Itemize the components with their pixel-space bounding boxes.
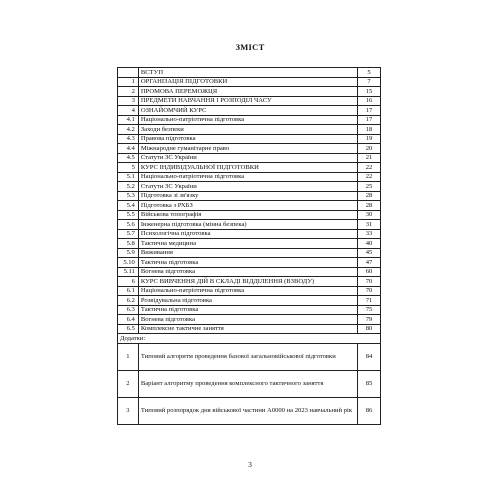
toc-num: 5.10 bbox=[118, 258, 139, 268]
toc-num: 3 bbox=[118, 96, 139, 106]
toc-page: 21 bbox=[358, 153, 381, 163]
toc-num: 5.8 bbox=[118, 239, 139, 249]
toc-page: 19 bbox=[358, 134, 381, 144]
toc-num: 6 bbox=[118, 277, 139, 287]
toc-page: 7 bbox=[358, 77, 381, 87]
page-title: ЗМІСТ bbox=[235, 42, 265, 52]
toc-title: КУРС ІНДИВІДУАЛЬНОЇ ПІДГОТОВКИ bbox=[138, 163, 357, 173]
toc-title: Міжнародне гуманітарне право bbox=[138, 144, 357, 154]
toc-row bbox=[118, 125, 381, 135]
appendix-num: 2 bbox=[118, 370, 139, 397]
appendix-label-row bbox=[118, 334, 381, 344]
toc-row bbox=[118, 324, 381, 334]
toc-body bbox=[118, 68, 381, 425]
toc-page: 22 bbox=[358, 172, 381, 182]
toc-title: ПРОМОВА ПЕРЕМОЖЦЯ bbox=[138, 87, 357, 97]
toc-row bbox=[118, 229, 381, 239]
toc-title: Національно-патріотична підготовка bbox=[138, 286, 357, 296]
toc-title: Тактична медицина bbox=[138, 239, 357, 249]
toc-title: Правова підготовка bbox=[138, 134, 357, 144]
toc-row bbox=[118, 163, 381, 173]
appendix-page: 86 bbox=[358, 397, 381, 424]
toc-row bbox=[118, 134, 381, 144]
toc-title: ОРГАНІЗАЦІЯ ПІДГОТОВКИ bbox=[138, 77, 357, 87]
toc-page: 79 bbox=[358, 315, 381, 325]
toc-title: Національно-патріотична підготовка bbox=[138, 115, 357, 125]
toc-title: Тактична підготовка bbox=[138, 305, 357, 315]
toc-num: 5.1 bbox=[118, 172, 139, 182]
toc-num: 6.1 bbox=[118, 286, 139, 296]
toc-page: 22 bbox=[358, 163, 381, 173]
toc-row bbox=[118, 68, 381, 78]
appendix-label: Додатки: bbox=[118, 334, 381, 344]
toc-num: 6.5 bbox=[118, 324, 139, 334]
toc-row bbox=[118, 182, 381, 192]
toc-row bbox=[118, 296, 381, 306]
toc-row bbox=[118, 96, 381, 106]
toc-num: 6.4 bbox=[118, 315, 139, 325]
toc-num: 1 bbox=[118, 77, 139, 87]
toc-num: 5.3 bbox=[118, 191, 139, 201]
toc-page: 71 bbox=[358, 296, 381, 306]
page-number: 3 bbox=[248, 460, 252, 469]
appendix-page: 84 bbox=[358, 343, 381, 370]
toc-num: 4.4 bbox=[118, 144, 139, 154]
appendix-num: 1 bbox=[118, 343, 139, 370]
toc-title: ВСТУП bbox=[138, 68, 357, 78]
toc-row bbox=[118, 210, 381, 220]
toc-num: 5 bbox=[118, 163, 139, 173]
appendix-row bbox=[118, 370, 381, 397]
toc-title: Заходи безпеки bbox=[138, 125, 357, 135]
toc-page: 17 bbox=[358, 106, 381, 116]
toc-row bbox=[118, 258, 381, 268]
toc-page: 70 bbox=[358, 277, 381, 287]
toc-num: 5.7 bbox=[118, 229, 139, 239]
toc-row bbox=[118, 106, 381, 116]
toc-num: 5.2 bbox=[118, 182, 139, 192]
toc-title: ОЗНАЙОМЧИЙ КУРС bbox=[138, 106, 357, 116]
toc-title: Комплексне тактичне заняття bbox=[138, 324, 357, 334]
toc-row bbox=[118, 201, 381, 211]
toc-page: 28 bbox=[358, 201, 381, 211]
appendix-row bbox=[118, 397, 381, 424]
toc-row bbox=[118, 248, 381, 258]
toc-page: 40 bbox=[358, 239, 381, 249]
toc-row bbox=[118, 277, 381, 287]
toc-num: 4.1 bbox=[118, 115, 139, 125]
toc-row bbox=[118, 77, 381, 87]
toc-page: 70 bbox=[358, 286, 381, 296]
toc-title: Виживання bbox=[138, 248, 357, 258]
toc-num: 6.2 bbox=[118, 296, 139, 306]
appendix-title: Варіант алгоритму проведення комплексного тактичного заняття bbox=[138, 370, 357, 397]
toc-page: 28 bbox=[358, 191, 381, 201]
toc-num: 5.6 bbox=[118, 220, 139, 230]
toc-page: 31 bbox=[358, 220, 381, 230]
appendix-num: 3 bbox=[118, 397, 139, 424]
toc-row bbox=[118, 115, 381, 125]
toc-page: 47 bbox=[358, 258, 381, 268]
toc-row bbox=[118, 87, 381, 97]
toc-page: 5 bbox=[358, 68, 381, 78]
toc-title: Розвідувальна підготовка bbox=[138, 296, 357, 306]
toc-title: Національно-патріотична підготовка bbox=[138, 172, 357, 182]
toc-title: КУРС ВИВЧЕННЯ ДІЙ В СКЛАДІ ВІДДІЛЕННЯ (ВЗВОДУ) bbox=[138, 277, 357, 287]
toc-page: 18 bbox=[358, 125, 381, 135]
toc-num bbox=[118, 68, 139, 78]
toc-page: 17 bbox=[358, 115, 381, 125]
toc-row bbox=[118, 153, 381, 163]
toc-title: Статути ЗС України bbox=[138, 153, 357, 163]
toc-row bbox=[118, 191, 381, 201]
toc-title: Психологічна підготовка bbox=[138, 229, 357, 239]
toc-row bbox=[118, 239, 381, 249]
appendix-title: Типовий розпорядок дня військової частини А0000 на 2023 навчальний рік bbox=[138, 397, 357, 424]
toc-page: 15 bbox=[358, 87, 381, 97]
toc-num: 2 bbox=[118, 87, 139, 97]
toc-page: 45 bbox=[358, 248, 381, 258]
toc-row bbox=[118, 305, 381, 315]
toc-num: 5.5 bbox=[118, 210, 139, 220]
toc-title: Тактична підготовка bbox=[138, 258, 357, 268]
toc-page: 75 bbox=[358, 305, 381, 315]
toc-num: 5.11 bbox=[118, 267, 139, 277]
toc-page: 80 bbox=[358, 324, 381, 334]
toc-title: Підготовка з РХБЗ bbox=[138, 201, 357, 211]
toc-title: Статути ЗС України bbox=[138, 182, 357, 192]
toc-num: 5.4 bbox=[118, 201, 139, 211]
toc-page: 60 bbox=[358, 267, 381, 277]
toc-page: 33 bbox=[358, 229, 381, 239]
toc-row bbox=[118, 286, 381, 296]
toc-page: 20 bbox=[358, 144, 381, 154]
toc-row bbox=[118, 220, 381, 230]
toc-num: 4.3 bbox=[118, 134, 139, 144]
toc-row bbox=[118, 315, 381, 325]
toc-page: 16 bbox=[358, 96, 381, 106]
appendix-page: 85 bbox=[358, 370, 381, 397]
toc-title: Вогнева підготовка bbox=[138, 315, 357, 325]
toc-title: Військова топографія bbox=[138, 210, 357, 220]
appendix-title: Типовий алгоритм проведення базової загальновійськової підготовки bbox=[138, 343, 357, 370]
toc-page: 25 bbox=[358, 182, 381, 192]
toc-num: 4 bbox=[118, 106, 139, 116]
toc-title: Підготовка зі зв'язку bbox=[138, 191, 357, 201]
toc-title: Інженерна підготовка (мінна безпека) bbox=[138, 220, 357, 230]
toc-row bbox=[118, 172, 381, 182]
toc-num: 6.3 bbox=[118, 305, 139, 315]
appendix-row bbox=[118, 343, 381, 370]
toc-row bbox=[118, 267, 381, 277]
table-of-contents bbox=[117, 67, 381, 425]
toc-num: 4.2 bbox=[118, 125, 139, 135]
toc-page: 30 bbox=[358, 210, 381, 220]
toc-row bbox=[118, 144, 381, 154]
toc-num: 4.5 bbox=[118, 153, 139, 163]
toc-num: 5.9 bbox=[118, 248, 139, 258]
toc-title: ПРЕДМЕТИ НАВЧАННЯ І РОЗПОДІЛ ЧАСУ bbox=[138, 96, 357, 106]
toc-title: Вогнева підготовка bbox=[138, 267, 357, 277]
